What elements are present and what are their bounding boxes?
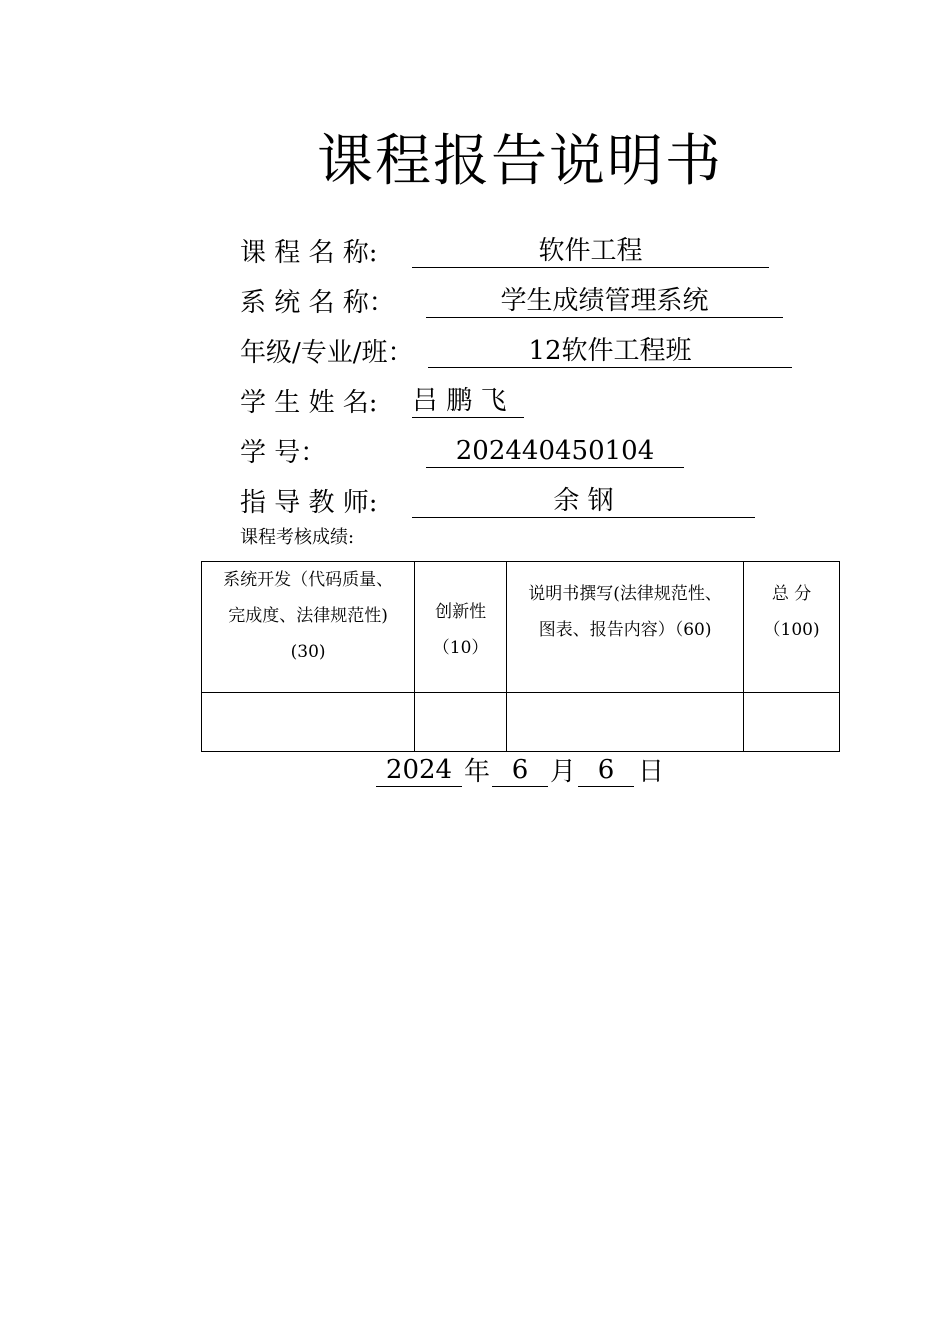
date-day: 6 [578,752,634,787]
field-label: 指 导 教 师: [240,488,378,518]
date-year-unit: 年 [464,757,491,787]
grade-table [201,561,840,752]
header-cell-development: 系统开发（代码质量、 完成度、法律规范性) (30) [202,562,415,693]
date-month-unit: 月 [550,757,577,787]
field-value: 吕 鹏 飞 [412,383,524,418]
date-day-unit: 日 [638,757,665,787]
header-cell-innovation: 创新性 （10） [415,562,507,693]
field-value: 12软件工程班 [428,333,792,368]
date-year: 2024 [376,752,462,787]
table-row [202,693,840,752]
field-label: 课 程 名 称: [240,238,378,268]
score-cell [415,693,507,752]
field-label: 学 号： [240,438,327,468]
score-cell [507,693,744,752]
date-month: 6 [492,752,548,787]
page-title: 课程报告说明书 [317,129,723,194]
score-cell [202,693,415,752]
field-value: 202440450104 [426,433,684,468]
field-label: 系 统 名 称： [240,288,395,318]
header-cell-total: 总 分 （100) [744,562,840,693]
field-value: 余 钢 [412,483,755,518]
field-value: 学生成绩管理系统 [426,283,783,318]
assessment-label: 课程考核成绩: [240,527,355,548]
field-label: 学 生 姓 名: [240,388,378,418]
field-value: 软件工程 [412,233,769,268]
score-cell [744,693,840,752]
header-cell-documentation: 说明书撰写(法律规范性、 图表、报告内容）（60) [507,562,744,693]
table-header-row [202,562,840,693]
field-label: 年级/专业/班： [240,338,414,368]
